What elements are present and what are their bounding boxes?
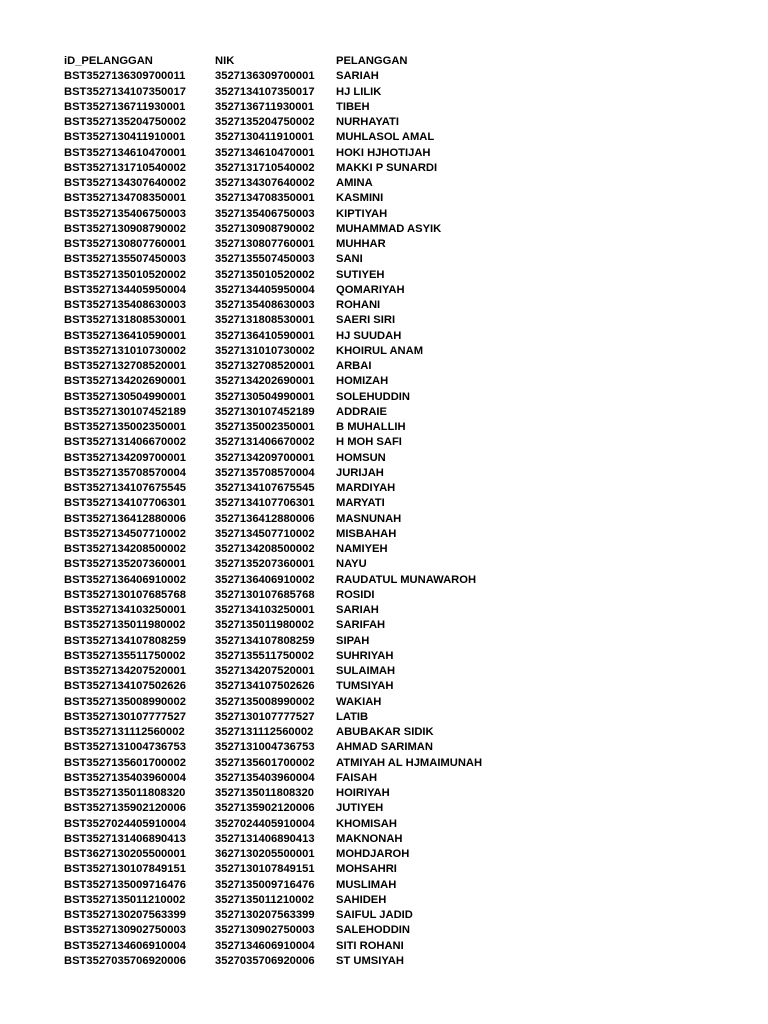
cell-pelanggan: H MOH SAFI: [336, 436, 402, 449]
table-row: [64, 862, 596, 877]
cell-pelanggan: RAUDATUL MUNAWAROH: [336, 573, 477, 586]
table-row: [64, 725, 596, 740]
cell-pelanggan: HOIRIYAH: [336, 787, 390, 799]
cell-nik: 3527134708350001: [215, 192, 315, 205]
table-row: [64, 252, 596, 267]
cell-pelanggan: QOMARIYAH: [336, 283, 405, 296]
cell-id-pelanggan: BST3527134405950004: [64, 283, 186, 296]
cell-id-pelanggan: BST3527131710540002: [64, 161, 186, 174]
cell-id-pelanggan: BST3527130807760001: [64, 238, 186, 250]
cell-id-pelanggan: BST3627130205500001: [64, 848, 186, 860]
table-row: [64, 161, 596, 176]
table-row: [64, 756, 596, 771]
cell-id-pelanggan: BST3527135408630003: [64, 299, 186, 311]
cell-id-pelanggan: BST3527135511750002: [64, 649, 186, 662]
cell-pelanggan: B MUHALLIH: [336, 421, 406, 433]
cell-nik: 3527135002350001: [215, 421, 315, 433]
cell-nik: 3527135009716476: [215, 878, 315, 891]
cell-id-pelanggan: BST3527134107675545: [64, 482, 186, 494]
cell-nik: 3527131010730002: [215, 344, 315, 357]
cell-pelanggan: MISBAHAH: [336, 527, 397, 540]
cell-pelanggan: NURHAYATI: [336, 116, 399, 128]
cell-nik: 3527134610470001: [215, 146, 315, 159]
cell-id-pelanggan: BST3527132708520001: [64, 360, 186, 372]
table-row: [64, 588, 596, 603]
table-row: [64, 695, 596, 710]
customer-table: [64, 54, 596, 969]
table-row: [64, 100, 596, 115]
cell-pelanggan: JURIJAH: [336, 466, 384, 479]
cell-pelanggan: TUMSIYAH: [336, 680, 394, 693]
table-row: [64, 359, 596, 374]
table-row: [64, 908, 596, 923]
cell-pelanggan: SOLEHUDDIN: [336, 390, 410, 403]
cell-nik: 3527134202690001: [215, 375, 315, 388]
cell-pelanggan: ST UMSIYAH: [336, 954, 404, 967]
cell-nik: 3527134405950004: [215, 283, 315, 296]
table-row: [64, 542, 596, 557]
column-header-id-pelanggan: iD_PELANGGAN: [64, 55, 153, 67]
cell-pelanggan: NAYU: [336, 558, 367, 571]
cell-nik: 3527135511750002: [215, 649, 314, 662]
cell-id-pelanggan: BST3527135011210002: [64, 893, 186, 906]
table-row: [64, 679, 596, 694]
cell-nik: 3527135408630003: [215, 299, 315, 311]
cell-nik: 3527135008990002: [215, 695, 315, 708]
cell-id-pelanggan: BST3527135207360001: [64, 558, 186, 571]
cell-id-pelanggan: BST3527130107685768: [64, 588, 186, 601]
cell-pelanggan: SIPAH: [336, 634, 370, 647]
cell-nik: 3527134208500002: [215, 543, 315, 555]
cell-pelanggan: TIBEH: [336, 100, 370, 113]
table-row: [64, 344, 596, 359]
table-row: [64, 847, 596, 862]
cell-id-pelanggan: BST3527135708570004: [64, 466, 186, 479]
cell-id-pelanggan: BST3527134202690001: [64, 375, 186, 388]
table-row: [64, 420, 596, 435]
cell-id-pelanggan: BST3527130107777527: [64, 710, 186, 723]
table-row: [64, 878, 596, 893]
cell-nik: 3527135204750002: [215, 116, 315, 128]
cell-pelanggan: MARDIYAH: [336, 482, 396, 494]
cell-nik: 3527130908790002: [215, 222, 315, 235]
cell-nik: 3527131808530001: [215, 314, 315, 327]
table-row: [64, 618, 596, 633]
cell-nik: 3527130504990001: [215, 390, 315, 403]
cell-nik: 3527136410590001: [215, 329, 315, 342]
cell-pelanggan: HJ SUUDAH: [336, 329, 402, 342]
cell-id-pelanggan: BST3527136309700011: [64, 70, 186, 83]
cell-pelanggan: KIPTIYAH: [336, 207, 388, 220]
cell-id-pelanggan: BST3527130504990001: [64, 390, 186, 403]
cell-nik: 3527135403960004: [215, 771, 315, 784]
cell-id-pelanggan: BST3527134606910004: [64, 939, 186, 952]
cell-id-pelanggan: BST3527134107808259: [64, 634, 186, 647]
cell-pelanggan: SAIFUL JADID: [336, 909, 413, 921]
table-row: [64, 176, 596, 191]
cell-id-pelanggan: BST3527130908790002: [64, 222, 186, 235]
cell-id-pelanggan: BST3527135011808320: [64, 787, 186, 799]
cell-pelanggan: SUHRIYAH: [336, 649, 394, 662]
cell-nik: 3527131112560002: [215, 726, 314, 738]
table-row: [64, 923, 596, 938]
table-row: [64, 435, 596, 450]
table-row: [64, 893, 596, 908]
table-row: [64, 771, 596, 786]
cell-pelanggan: WAKIAH: [336, 695, 382, 708]
cell-id-pelanggan: BST3527134208500002: [64, 543, 186, 555]
cell-id-pelanggan: BST3527024405910004: [64, 817, 186, 830]
table-row: [64, 664, 596, 679]
table-row: [64, 85, 596, 100]
table-row: [64, 298, 596, 313]
cell-nik: 3527136406910002: [215, 573, 315, 586]
cell-pelanggan: SARIAH: [336, 604, 379, 616]
column-header-nik: NIK: [215, 55, 235, 67]
cell-id-pelanggan: BST3527135009716476: [64, 878, 186, 891]
table-row: [64, 237, 596, 252]
cell-pelanggan: ATMIYAH AL HJMAIMUNAH: [336, 756, 483, 769]
table-row: [64, 283, 596, 298]
table-row: [64, 817, 596, 832]
cell-pelanggan: FAISAH: [336, 771, 378, 784]
cell-nik: 3527130107685768: [215, 588, 315, 601]
cell-nik: 3527135708570004: [215, 466, 315, 479]
table-row: [64, 573, 596, 588]
table-row: [64, 191, 596, 206]
cell-id-pelanggan: BST3527135010520002: [64, 268, 186, 281]
cell-nik: 3627130205500001: [215, 848, 315, 860]
cell-nik: 3527135010520002: [215, 268, 315, 281]
table-row: [64, 374, 596, 389]
cell-pelanggan: MAKNONAH: [336, 832, 403, 845]
cell-nik: 3527130107777527: [215, 710, 315, 723]
cell-pelanggan: HOMSUN: [336, 451, 386, 464]
cell-id-pelanggan: BST3527134610470001: [64, 146, 186, 159]
cell-pelanggan: SARIFAH: [336, 619, 386, 632]
cell-nik: 3527135902120006: [215, 802, 315, 815]
table-row: [64, 481, 596, 496]
cell-pelanggan: MUHAMMAD ASYIK: [336, 222, 442, 235]
table-row: [64, 69, 596, 84]
table-row: [64, 496, 596, 511]
cell-pelanggan: KHOMISAH: [336, 817, 397, 830]
cell-id-pelanggan: BST3527130902750003: [64, 924, 186, 937]
cell-pelanggan: MUHLASOL AMAL: [336, 131, 435, 144]
cell-id-pelanggan: BST3527134107350017: [64, 85, 186, 98]
cell-id-pelanggan: BST3527134209700001: [64, 451, 186, 464]
cell-nik: 3527136412880006: [215, 512, 315, 525]
cell-nik: 3527130107452189: [215, 405, 315, 418]
cell-nik: 3527130411910001: [215, 131, 314, 144]
cell-pelanggan: HOMIZAH: [336, 375, 389, 388]
table-row: [64, 390, 596, 405]
cell-pelanggan: MUHHAR: [336, 238, 386, 250]
cell-pelanggan: ABUBAKAR SIDIK: [336, 726, 434, 738]
cell-id-pelanggan: BST3527135403960004: [64, 771, 186, 784]
cell-id-pelanggan: BST3527135011980002: [64, 619, 186, 632]
cell-id-pelanggan: BST3527130107849151: [64, 863, 186, 876]
table-row: [64, 222, 596, 237]
cell-id-pelanggan: BST3527136412880006: [64, 512, 186, 525]
cell-id-pelanggan: BST3527130207563399: [64, 909, 186, 921]
cell-pelanggan: MOHDJAROH: [336, 848, 410, 860]
cell-id-pelanggan: BST3527135204750002: [64, 116, 186, 128]
table-row: [64, 130, 596, 145]
cell-id-pelanggan: BST3527136410590001: [64, 329, 186, 342]
cell-id-pelanggan: BST3527131004736753: [64, 741, 186, 754]
cell-nik: 3527135406750003: [215, 207, 315, 220]
table-row: [64, 405, 596, 420]
cell-pelanggan: SANI: [336, 253, 363, 266]
cell-id-pelanggan: BST3527136406910002: [64, 573, 186, 586]
cell-id-pelanggan: BST3527135002350001: [64, 421, 186, 433]
cell-nik: 3527131406670002: [215, 436, 315, 449]
cell-nik: 3527136309700001: [215, 70, 315, 83]
cell-pelanggan: MARYATI: [336, 497, 385, 510]
cell-pelanggan: SITI ROHANI: [336, 939, 404, 952]
cell-id-pelanggan: BST3527134507710002: [64, 527, 186, 540]
cell-nik: 3527134606910004: [215, 939, 315, 952]
table-row: [64, 710, 596, 725]
cell-pelanggan: HJ LILIK: [336, 85, 382, 98]
cell-pelanggan: SARIAH: [336, 70, 379, 83]
cell-id-pelanggan: BST3527134107706301: [64, 497, 186, 510]
cell-id-pelanggan: BST3527131112560002: [64, 726, 185, 738]
cell-id-pelanggan: BST3527135902120006: [64, 802, 186, 815]
cell-nik: 3527134107706301: [215, 497, 315, 510]
cell-pelanggan: SULAIMAH: [336, 665, 396, 677]
table-row: [64, 313, 596, 328]
table-row: [64, 649, 596, 664]
cell-id-pelanggan: BST3527131010730002: [64, 344, 186, 357]
cell-nik: 3527135507450003: [215, 253, 315, 266]
cell-id-pelanggan: BST3527131406890413: [64, 832, 186, 845]
cell-id-pelanggan: BST3527134107502626: [64, 680, 186, 693]
cell-nik: 3527134507710002: [215, 527, 315, 540]
cell-nik: 3527134207520001: [215, 665, 315, 677]
cell-nik: 3527134307640002: [215, 177, 315, 189]
cell-pelanggan: SAHIDEH: [336, 893, 387, 906]
cell-id-pelanggan: BST3527131808530001: [64, 314, 186, 327]
cell-nik: 3527134107808259: [215, 634, 315, 647]
cell-id-pelanggan: BST3527131406670002: [64, 436, 186, 449]
cell-nik: 3527134107675545: [215, 482, 315, 494]
cell-pelanggan: KHOIRUL ANAM: [336, 344, 424, 357]
column-header-pelanggan: PELANGGAN: [336, 55, 408, 67]
cell-nik: 3527135207360001: [215, 558, 315, 571]
table-row: [64, 451, 596, 466]
cell-pelanggan: MAKKI P SUNARDI: [336, 161, 438, 174]
cell-pelanggan: SALEHODDIN: [336, 924, 410, 937]
cell-id-pelanggan: BST3527135406750003: [64, 207, 186, 220]
table-row: [64, 207, 596, 222]
cell-nik: 3527131004736753: [215, 741, 315, 754]
cell-nik: 3527135011210002: [215, 893, 314, 906]
table-row: [64, 557, 596, 572]
table-row: [64, 954, 596, 969]
table-row: [64, 786, 596, 801]
cell-pelanggan: SAERI SIRI: [336, 314, 396, 327]
cell-nik: 3527035706920006: [215, 954, 315, 967]
table-body: [64, 69, 596, 969]
cell-pelanggan: ROHANI: [336, 299, 381, 311]
cell-pelanggan: AMINA: [336, 177, 373, 189]
cell-id-pelanggan: BST3527035706920006: [64, 954, 186, 967]
cell-nik: 3527132708520001: [215, 360, 315, 372]
table-header: [64, 54, 596, 69]
table-row: [64, 939, 596, 954]
cell-nik: 3527135601700002: [215, 756, 315, 769]
table-row: [64, 512, 596, 527]
cell-nik: 3527134103250001: [215, 604, 315, 616]
cell-nik: 3527024405910004: [215, 817, 315, 830]
cell-pelanggan: MUSLIMAH: [336, 878, 397, 891]
cell-id-pelanggan: BST3527134103250001: [64, 604, 186, 616]
cell-nik: 3527130902750003: [215, 924, 315, 937]
cell-id-pelanggan: BST3527130411910001: [64, 131, 186, 144]
cell-id-pelanggan: BST3527134207520001: [64, 665, 186, 677]
cell-pelanggan: AHMAD SARIMAN: [336, 741, 433, 754]
cell-id-pelanggan: BST3527135601700002: [64, 756, 186, 769]
cell-pelanggan: JUTIYEH: [336, 802, 384, 815]
cell-nik: 3527135011808320: [215, 787, 314, 799]
cell-pelanggan: MOHSAHRI: [336, 863, 397, 876]
table-row: [64, 832, 596, 847]
table-row: [64, 466, 596, 481]
cell-pelanggan: ADDRAIE: [336, 405, 387, 418]
cell-nik: 3527130807760001: [215, 238, 315, 250]
table-row: [64, 801, 596, 816]
cell-pelanggan: LATIB: [336, 710, 369, 723]
cell-id-pelanggan: BST3527136711930001: [64, 100, 186, 113]
cell-id-pelanggan: BST3527134708350001: [64, 192, 186, 205]
cell-nik: 3527130107849151: [215, 863, 315, 876]
cell-id-pelanggan: BST3527135507450003: [64, 253, 186, 266]
cell-pelanggan: NAMIYEH: [336, 543, 388, 555]
cell-pelanggan: MASNUNAH: [336, 512, 402, 525]
cell-id-pelanggan: BST3527134307640002: [64, 177, 186, 189]
cell-nik: 3527131406890413: [215, 832, 315, 845]
cell-nik: 3527130207563399: [215, 909, 315, 921]
table-row: [64, 527, 596, 542]
table-row: [64, 268, 596, 283]
cell-pelanggan: KASMINI: [336, 192, 384, 205]
table-row: [64, 603, 596, 618]
table-row: [64, 146, 596, 161]
table-row: [64, 740, 596, 755]
cell-nik: 3527135011980002: [215, 619, 314, 632]
table-row: [64, 329, 596, 344]
cell-id-pelanggan: BST3527130107452189: [64, 405, 186, 418]
cell-nik: 3527131710540002: [215, 161, 315, 174]
cell-pelanggan: ROSIDI: [336, 588, 375, 601]
cell-nik: 3527134107502626: [215, 680, 315, 693]
cell-pelanggan: SUTIYEH: [336, 268, 385, 281]
cell-pelanggan: ARBAI: [336, 360, 372, 372]
cell-pelanggan: HOKI HJHOTIJAH: [336, 146, 431, 159]
cell-nik: 3527134107350017: [215, 85, 315, 98]
cell-id-pelanggan: BST3527135008990002: [64, 695, 186, 708]
table-row: [64, 634, 596, 649]
cell-nik: 3527136711930001: [215, 100, 314, 113]
cell-nik: 3527134209700001: [215, 451, 315, 464]
table-row: [64, 115, 596, 130]
